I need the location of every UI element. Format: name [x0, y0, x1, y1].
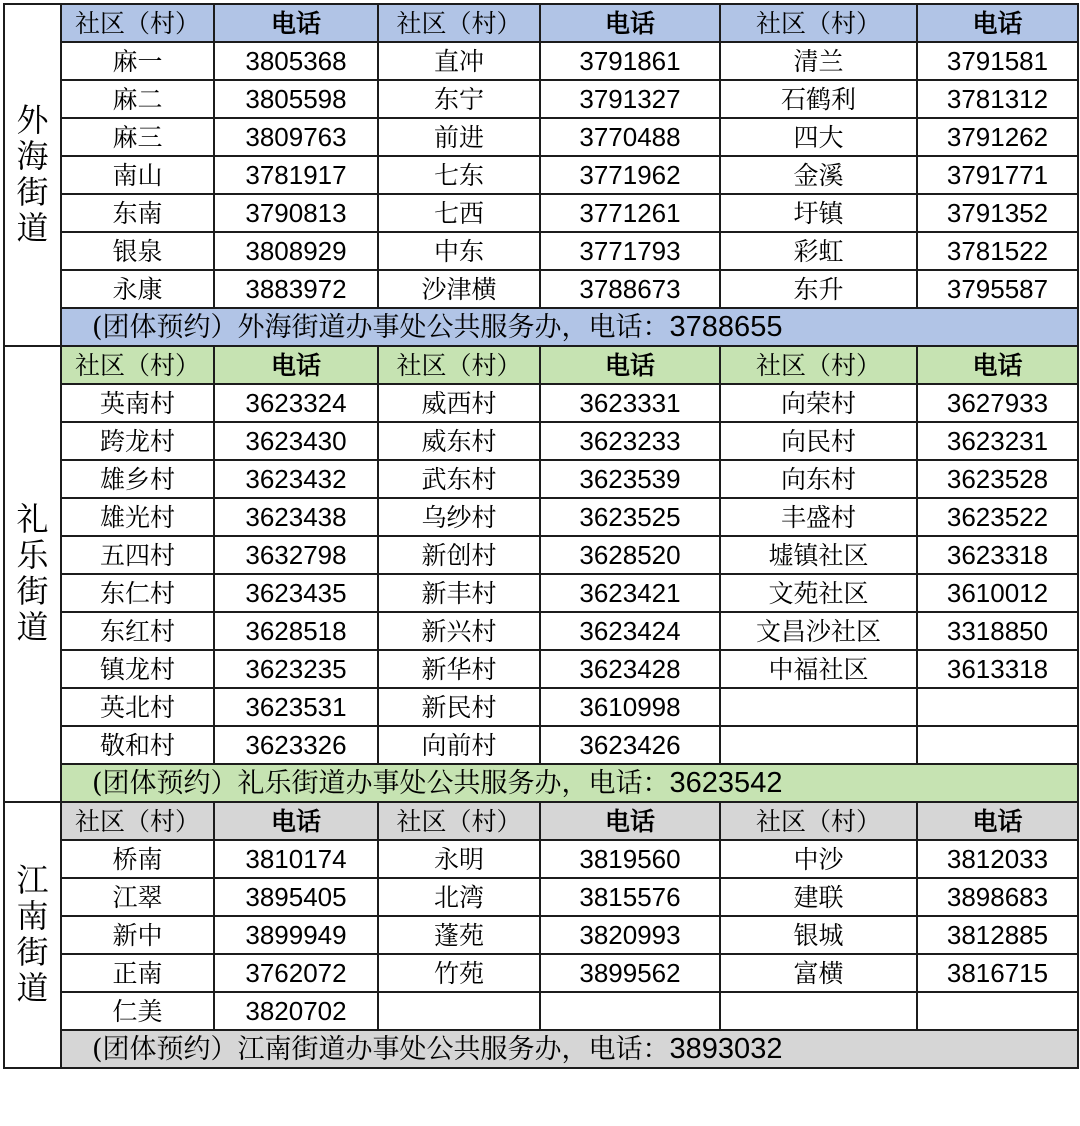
subdistrict-name: 江南街道 — [16, 861, 49, 1007]
community-name-cell: 丰盛村 — [720, 498, 917, 536]
subdistrict-name: 外海街道 — [16, 101, 49, 247]
community-name-cell: 威东村 — [378, 422, 540, 460]
community-name-cell: 前进 — [378, 118, 540, 156]
community-name-cell: 江翠 — [61, 878, 214, 916]
community-name-cell: 向民村 — [720, 422, 917, 460]
phone-number-cell: 3899562 — [540, 954, 720, 992]
phone-number-cell: 3809763 — [214, 118, 378, 156]
table-row — [4, 118, 1078, 156]
phone-number-cell: 3613318 — [917, 650, 1078, 688]
community-name-cell: 墟镇社区 — [720, 536, 917, 574]
community-name-cell: 蓬苑 — [378, 916, 540, 954]
service-office-label: 江南街道办事处公共服务办，电话： — [237, 1033, 670, 1065]
subdistrict-label-lile — [4, 346, 61, 802]
phone-number-cell: 3812885 — [917, 916, 1078, 954]
column-header-phone: 电话 — [917, 802, 1078, 840]
phone-number-cell: 3610012 — [917, 574, 1078, 612]
phone-number-cell: 3627933 — [917, 384, 1078, 422]
table-row — [4, 574, 1078, 612]
phone-number-cell: 3808929 — [214, 232, 378, 270]
service-office-phone: 3893032 — [669, 1032, 783, 1065]
phone-number-cell: 3623426 — [540, 726, 720, 764]
community-name-cell: 威西村 — [378, 384, 540, 422]
table-row — [4, 422, 1078, 460]
community-name-cell: 南山 — [61, 156, 214, 194]
community-name-cell: 北湾 — [378, 878, 540, 916]
community-name-cell: 永明 — [378, 840, 540, 878]
community-name-cell: 竹苑 — [378, 954, 540, 992]
table-row — [4, 536, 1078, 574]
phone-number-cell: 3623525 — [540, 498, 720, 536]
table-row — [4, 42, 1078, 80]
community-name-cell: 文昌沙社区 — [720, 612, 917, 650]
table-row — [4, 498, 1078, 536]
community-name-cell: 东升 — [720, 270, 917, 308]
community-name-cell — [378, 992, 540, 1030]
column-header-community: 社区（村） — [61, 4, 214, 42]
group-booking-label: (团体预约） — [92, 767, 238, 799]
phone-number-cell — [917, 688, 1078, 726]
column-header-community: 社区（村） — [720, 4, 917, 42]
community-name-cell: 七东 — [378, 156, 540, 194]
phone-number-cell: 3628518 — [214, 612, 378, 650]
community-name-cell: 中福社区 — [720, 650, 917, 688]
group-booking-contact — [61, 308, 1078, 346]
phone-number-cell: 3623324 — [214, 384, 378, 422]
phone-number-cell — [917, 726, 1078, 764]
community-name-cell: 四大 — [720, 118, 917, 156]
community-name-cell: 雄乡村 — [61, 460, 214, 498]
phone-number-cell: 3791327 — [540, 80, 720, 118]
phone-number-cell: 3816715 — [917, 954, 1078, 992]
phone-number-cell: 3623539 — [540, 460, 720, 498]
phone-number-cell — [917, 992, 1078, 1030]
community-name-cell: 向东村 — [720, 460, 917, 498]
column-header-phone: 电话 — [214, 4, 378, 42]
phone-number-cell: 3623421 — [540, 574, 720, 612]
table-row — [4, 916, 1078, 954]
phone-number-cell: 3771962 — [540, 156, 720, 194]
column-header-phone: 电话 — [540, 346, 720, 384]
column-header-phone: 电话 — [540, 802, 720, 840]
phone-number-cell: 3623430 — [214, 422, 378, 460]
column-header-community: 社区（村） — [378, 802, 540, 840]
table-row — [4, 270, 1078, 308]
phone-number-cell: 3771261 — [540, 194, 720, 232]
phone-number-cell: 3820702 — [214, 992, 378, 1030]
section-header-row — [4, 802, 1078, 840]
column-header-community: 社区（村） — [61, 802, 214, 840]
subdistrict-name: 礼乐街道 — [16, 500, 49, 646]
phone-number-cell: 3632798 — [214, 536, 378, 574]
table-row — [4, 840, 1078, 878]
community-name-cell: 富横 — [720, 954, 917, 992]
community-name-cell: 英南村 — [61, 384, 214, 422]
community-name-cell: 敬和村 — [61, 726, 214, 764]
community-name-cell: 银城 — [720, 916, 917, 954]
community-name-cell: 向前村 — [378, 726, 540, 764]
community-name-cell: 金溪 — [720, 156, 917, 194]
column-header-phone: 电话 — [540, 4, 720, 42]
phone-number-cell: 3623318 — [917, 536, 1078, 574]
community-name-cell: 新民村 — [378, 688, 540, 726]
phone-number-cell: 3623438 — [214, 498, 378, 536]
community-name-cell: 镇龙村 — [61, 650, 214, 688]
phone-number-cell: 3781522 — [917, 232, 1078, 270]
community-name-cell: 新兴村 — [378, 612, 540, 650]
community-name-cell: 文苑社区 — [720, 574, 917, 612]
table-row — [4, 612, 1078, 650]
community-name-cell: 彩虹 — [720, 232, 917, 270]
service-office-phone: 3788655 — [669, 310, 783, 343]
phone-number-cell: 3628520 — [540, 536, 720, 574]
group-booking-contact — [61, 1030, 1078, 1068]
phone-number-cell: 3623528 — [917, 460, 1078, 498]
phone-number-cell: 3815576 — [540, 878, 720, 916]
phone-number-cell: 3318850 — [917, 612, 1078, 650]
phone-number-cell: 3623435 — [214, 574, 378, 612]
phone-number-cell: 3805368 — [214, 42, 378, 80]
column-header-community: 社区（村） — [61, 346, 214, 384]
subdistrict-label-jiangnan — [4, 802, 61, 1068]
section-header-row — [4, 346, 1078, 384]
phone-number-cell: 3791352 — [917, 194, 1078, 232]
community-name-cell: 中沙 — [720, 840, 917, 878]
community-name-cell: 东仁村 — [61, 574, 214, 612]
phone-number-cell: 3623331 — [540, 384, 720, 422]
table-row — [4, 460, 1078, 498]
phone-number-cell: 3770488 — [540, 118, 720, 156]
phone-number-cell: 3810174 — [214, 840, 378, 878]
phone-number-cell: 3898683 — [917, 878, 1078, 916]
community-name-cell: 清兰 — [720, 42, 917, 80]
community-name-cell — [720, 992, 917, 1030]
column-header-community: 社区（村） — [378, 4, 540, 42]
table-row — [4, 156, 1078, 194]
group-booking-label: (团体预约） — [92, 1033, 238, 1065]
community-name-cell: 乌纱村 — [378, 498, 540, 536]
table-row — [4, 726, 1078, 764]
phone-number-cell: 3623233 — [540, 422, 720, 460]
service-office-phone: 3623542 — [669, 766, 783, 799]
phone-number-cell: 3623424 — [540, 612, 720, 650]
community-name-cell: 银泉 — [61, 232, 214, 270]
phone-number-cell: 3623231 — [917, 422, 1078, 460]
community-name-cell: 直冲 — [378, 42, 540, 80]
table-row — [4, 954, 1078, 992]
group-booking-contact — [61, 764, 1078, 802]
phone-number-cell: 3791581 — [917, 42, 1078, 80]
phone-number-cell: 3899949 — [214, 916, 378, 954]
table-row — [4, 878, 1078, 916]
table-row — [4, 232, 1078, 270]
table-row — [4, 194, 1078, 232]
table-row — [4, 80, 1078, 118]
community-name-cell: 麻三 — [61, 118, 214, 156]
phone-number-cell: 3788673 — [540, 270, 720, 308]
column-header-phone: 电话 — [917, 346, 1078, 384]
community-name-cell: 新中 — [61, 916, 214, 954]
community-name-cell: 七西 — [378, 194, 540, 232]
phone-number-cell: 3805598 — [214, 80, 378, 118]
service-office-label: 外海街道办事处公共服务办，电话： — [237, 311, 670, 343]
phone-number-cell: 3781312 — [917, 80, 1078, 118]
phone-number-cell: 3819560 — [540, 840, 720, 878]
community-name-cell: 向荣村 — [720, 384, 917, 422]
phone-number-cell: 3781917 — [214, 156, 378, 194]
directory-page — [3, 3, 1077, 1123]
column-header-community: 社区（村） — [720, 802, 917, 840]
community-name-cell: 麻一 — [61, 42, 214, 80]
phone-number-cell: 3812033 — [917, 840, 1078, 878]
subdistrict-label-waihai — [4, 4, 61, 346]
community-name-cell: 中东 — [378, 232, 540, 270]
column-header-phone: 电话 — [214, 346, 378, 384]
community-name-cell: 东南 — [61, 194, 214, 232]
table-row — [4, 384, 1078, 422]
phone-number-cell: 3795587 — [917, 270, 1078, 308]
community-name-cell: 沙津横 — [378, 270, 540, 308]
phone-number-cell: 3895405 — [214, 878, 378, 916]
group-booking-row — [4, 308, 1078, 346]
community-name-cell — [720, 726, 917, 764]
service-office-label: 礼乐街道办事处公共服务办，电话： — [237, 767, 670, 799]
phone-number-cell: 3791861 — [540, 42, 720, 80]
community-name-cell: 雄光村 — [61, 498, 214, 536]
phone-number-cell: 3883972 — [214, 270, 378, 308]
group-booking-label: (团体预约） — [92, 311, 238, 343]
phone-number-cell: 3791262 — [917, 118, 1078, 156]
community-name-cell — [720, 688, 917, 726]
table-row — [4, 992, 1078, 1030]
community-name-cell: 五四村 — [61, 536, 214, 574]
community-name-cell: 麻二 — [61, 80, 214, 118]
group-booking-row — [4, 764, 1078, 802]
table-row — [4, 650, 1078, 688]
column-header-community: 社区（村） — [720, 346, 917, 384]
phone-number-cell: 3623326 — [214, 726, 378, 764]
phone-number-cell: 3762072 — [214, 954, 378, 992]
phone-number-cell: 3623432 — [214, 460, 378, 498]
phone-number-cell: 3623522 — [917, 498, 1078, 536]
community-name-cell: 桥南 — [61, 840, 214, 878]
phone-number-cell: 3771793 — [540, 232, 720, 270]
community-name-cell: 永康 — [61, 270, 214, 308]
phone-number-cell: 3623531 — [214, 688, 378, 726]
community-name-cell: 东宁 — [378, 80, 540, 118]
phone-number-cell: 3790813 — [214, 194, 378, 232]
community-phone-directory-table — [3, 3, 1079, 1069]
community-name-cell: 正南 — [61, 954, 214, 992]
phone-number-cell: 3623235 — [214, 650, 378, 688]
section-header-row — [4, 4, 1078, 42]
community-name-cell: 仁美 — [61, 992, 214, 1030]
community-name-cell: 圩镇 — [720, 194, 917, 232]
community-name-cell: 武东村 — [378, 460, 540, 498]
group-booking-row — [4, 1030, 1078, 1068]
phone-number-cell: 3791771 — [917, 156, 1078, 194]
community-name-cell: 东红村 — [61, 612, 214, 650]
column-header-community: 社区（村） — [378, 346, 540, 384]
column-header-phone: 电话 — [214, 802, 378, 840]
phone-number-cell — [540, 992, 720, 1030]
community-name-cell: 新丰村 — [378, 574, 540, 612]
community-name-cell: 跨龙村 — [61, 422, 214, 460]
phone-number-cell: 3623428 — [540, 650, 720, 688]
community-name-cell: 新华村 — [378, 650, 540, 688]
table-row — [4, 688, 1078, 726]
phone-number-cell: 3610998 — [540, 688, 720, 726]
phone-number-cell: 3820993 — [540, 916, 720, 954]
community-name-cell: 新创村 — [378, 536, 540, 574]
community-name-cell: 建联 — [720, 878, 917, 916]
community-name-cell: 英北村 — [61, 688, 214, 726]
community-name-cell: 石鹤利 — [720, 80, 917, 118]
column-header-phone: 电话 — [917, 4, 1078, 42]
